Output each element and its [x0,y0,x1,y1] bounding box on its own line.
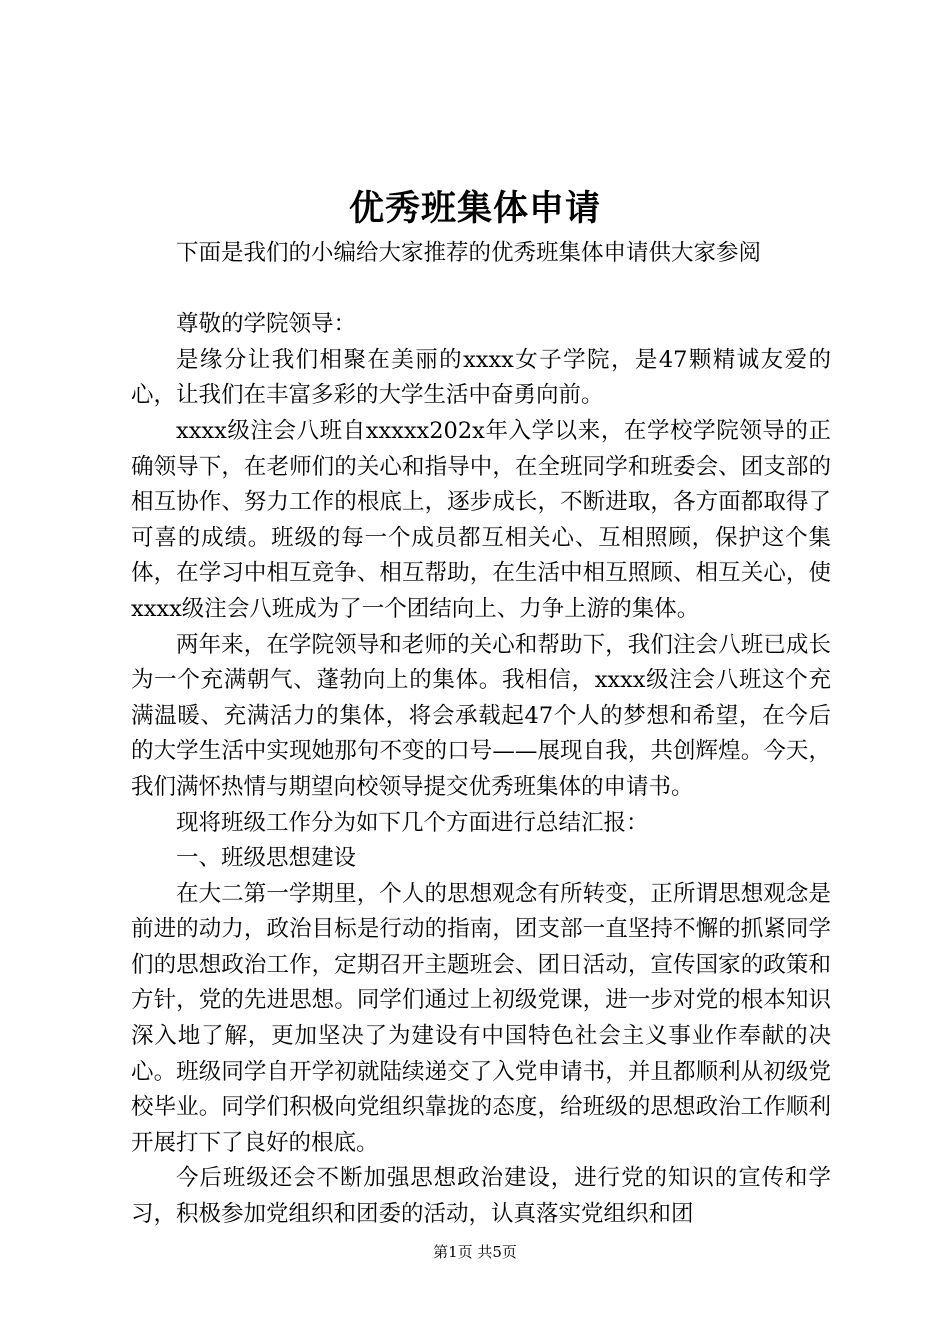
body-paragraph: 现将班级工作分为如下几个方面进行总结汇报： [176,809,649,836]
body-paragraph: 在大二第一学期里，个人的思想观念有所转变，正所谓思想观念是前进的动力，政治目标是行动的指南，团支部一直坚持不懈的抓紧同学们的思想政治工作，定期召开主题班会、团日活动，宣传国家的政策和方针，党的先进思想。同学们通过上初级党课，进一步对党的根本知识深入地了解，更加坚决了为建设有中国特色社会主义事业作奉献的决心。班级同学自开学初就陆续递交了入党申请书，并且都顺利从初级党校毕业。同学们积极向党组织靠拢的态度，给班级的思想政治工作顺利开展打下了良好的根底。 [131,880,831,1156]
body-paragraph: xxxx级注会八班自xxxxx202x年入学以来，在学校学院领导的正确领导下，在老师们的关心和指导中，在全班同学和班委会、团支部的相互协作、努力工作的根底上，逐步成长，不断进取，各方面都取得了可喜的成绩。班级的每一个成员都互相关心、互相照顾，保护这个集体，在学习中相互竞争、相互帮助，在生活中相互照顾、相互关心，使xxxx级注会八班成为了一个团结向上、力争上游的集体。 [131,417,831,622]
page-number-footer: 第1页 共5页 [433,1243,517,1261]
salutation: 尊敬的学院领导： [176,311,357,338]
body-paragraph: 两年来，在学院领导和老师的关心和帮助下，我们注会八班已成长为一个充满朝气、蓬勃向上的集体。我相信，xxxx级注会八班这个充满温暖、充满活力的集体，将会承载起47个人的梦想和希望，在今后的大学生活中实现她那句不变的口号——展现自我，共创辉煌。今天，我们满怀热情与期望向校领导提交优秀班集体的申请书。 [131,631,831,800]
section-heading: 一、班级思想建设 [176,845,357,872]
document-title: 优秀班集体申请 [348,188,601,229]
body-paragraph: 今后班级还会不断加强思想政治建设，进行党的知识的宣传和学习，积极参加党组织和团委的活动，认真落实党组织和团 [131,1165,831,1228]
intro-paragraph: 下面是我们的小编给大家推荐的优秀班集体申请供大家参阅 [176,240,762,266]
body-paragraph: 是缘分让我们相聚在美丽的xxxx女子学院，是47颗精诚友爱的心，让我们在丰富多彩的大学生活中奋勇向前。 [131,346,831,409]
document-body [131,236,831,1233]
